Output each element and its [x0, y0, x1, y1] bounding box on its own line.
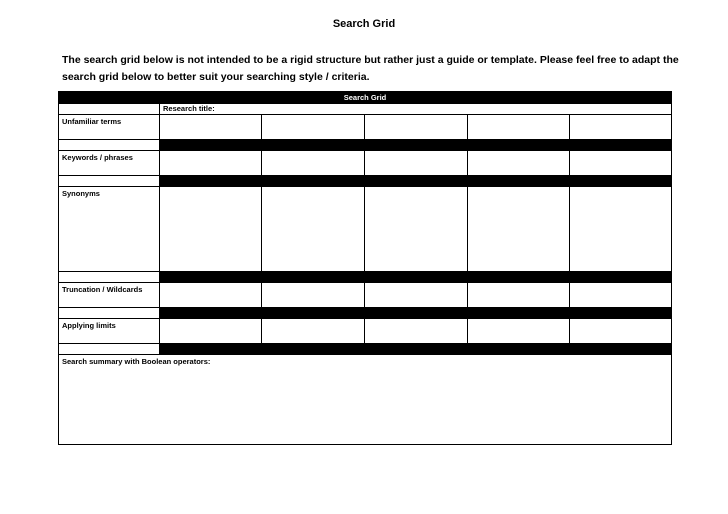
keywords-phrases-label: Keywords / phrases [59, 151, 160, 176]
separator-bar [160, 308, 672, 319]
research-title-row [59, 104, 672, 115]
separator-bar [160, 344, 672, 355]
synonyms-cell-5[interactable] [570, 187, 672, 272]
separator-bar [160, 140, 672, 151]
search-summary-cell[interactable] [59, 355, 672, 445]
unfamiliar-terms-row [59, 115, 672, 140]
unfamiliar-terms-cell-2[interactable] [262, 115, 365, 140]
keywords-phrases-cell-2[interactable] [262, 151, 365, 176]
keywords-phrases-cell-1[interactable] [160, 151, 262, 176]
truncation-wildcards-cell-5[interactable] [570, 283, 672, 308]
applying-limits-label: Applying limits [59, 319, 160, 344]
separator-row [59, 344, 672, 355]
applying-limits-row [59, 319, 672, 344]
document-title: Search Grid [332, 18, 396, 30]
separator-row [59, 272, 672, 283]
keywords-phrases-row [59, 151, 672, 176]
research-title-label: Research title: [163, 104, 215, 113]
intro-paragraph: The search grid below is not intended to be a rigid structure but rather just a guide or template. Please feel free to adapt the search grid below to better suit your searching style / criteria. [62, 54, 679, 83]
synonyms-cell-4[interactable] [468, 187, 570, 272]
keywords-phrases-cell-3[interactable] [365, 151, 468, 176]
keywords-phrases-cell-5[interactable] [570, 151, 672, 176]
truncation-wildcards-cell-4[interactable] [468, 283, 570, 308]
unfamiliar-terms-cell-5[interactable] [570, 115, 672, 140]
applying-limits-cell-2[interactable] [262, 319, 365, 344]
truncation-wildcards-label: Truncation / Wildcards [59, 283, 160, 308]
applying-limits-cell-4[interactable] [468, 319, 570, 344]
applying-limits-cell-1[interactable] [160, 319, 262, 344]
grid-header: Search Grid [59, 92, 672, 104]
research-title-cell[interactable] [160, 104, 672, 115]
search-summary-row [59, 355, 672, 445]
keywords-phrases-cell-4[interactable] [468, 151, 570, 176]
synonyms-cell-1[interactable] [160, 187, 262, 272]
unfamiliar-terms-cell-4[interactable] [468, 115, 570, 140]
synonyms-cell-3[interactable] [365, 187, 468, 272]
separator-row [59, 176, 672, 187]
truncation-wildcards-cell-3[interactable] [365, 283, 468, 308]
grid-header-row [59, 92, 672, 104]
applying-limits-cell-5[interactable] [570, 319, 672, 344]
separator-bar [160, 272, 672, 283]
synonyms-label: Synonyms [59, 187, 160, 272]
unfamiliar-terms-cell-1[interactable] [160, 115, 262, 140]
synonyms-cell-2[interactable] [262, 187, 365, 272]
synonyms-row [59, 187, 672, 272]
research-title-spacer [59, 104, 160, 115]
applying-limits-cell-3[interactable] [365, 319, 468, 344]
truncation-wildcards-cell-1[interactable] [160, 283, 262, 308]
unfamiliar-terms-label: Unfamiliar terms [59, 115, 160, 140]
separator-row [59, 308, 672, 319]
separator-bar [160, 176, 672, 187]
search-summary-label: Search summary with Boolean operators: [62, 357, 211, 366]
unfamiliar-terms-cell-3[interactable] [365, 115, 468, 140]
separator-row [59, 140, 672, 151]
truncation-wildcards-cell-2[interactable] [262, 283, 365, 308]
search-grid-table [58, 91, 672, 445]
truncation-wildcards-row [59, 283, 672, 308]
